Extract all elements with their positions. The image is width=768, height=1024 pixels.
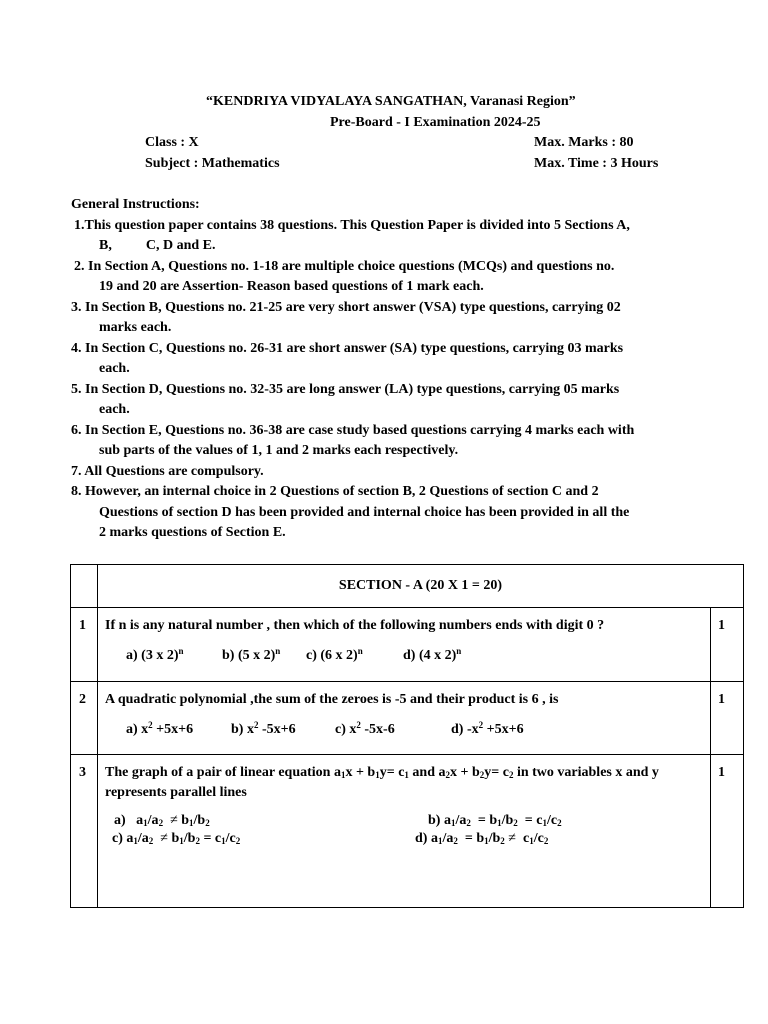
instruction-4-cont: each. (99, 361, 130, 376)
question-marks: 1 (711, 755, 744, 908)
question-number: 3 (71, 755, 98, 908)
option-a: a) $a_1/a_2 \ne b_1/b_2$ (114, 813, 210, 828)
max-marks: Max. Marks : 80 (534, 135, 634, 150)
instruction-3: 3. In Section B, Questions no. 21-25 are very short answer (VSA) type questions, carrying 02 (71, 299, 621, 315)
option-b: b) (5 x 2)$^n$ (222, 646, 281, 663)
instruction-5-cont: each. (99, 402, 130, 417)
question-row (71, 682, 744, 755)
school-title: “KENDRIYA VIDYALAYA SANGATHAN, Varanasi Region” (206, 94, 576, 109)
question-body (98, 682, 711, 755)
section-a-table (70, 564, 744, 908)
question-marks: 1 (711, 682, 744, 755)
question-text: The graph of a pair of linear equation $a_1x + b_1y= c_1$ and $a_2x + b_2y= c_2$ in two variables x and y (105, 765, 659, 780)
instruction-6-cont: sub parts of the values of 1, 1 and 2 marks each respectively. (99, 443, 459, 458)
instruction-2-cont: 19 and 20 are Assertion- Reason based questions of 1 mark each. (99, 279, 484, 294)
instruction-8-cont-2: 2 marks questions of Section E. (99, 525, 286, 540)
exam-title: Pre-Board - I Examination 2024-25 (330, 115, 541, 130)
question-options (105, 710, 704, 750)
option-a: a) $x^2 +5x+6$ (126, 720, 194, 737)
question-marks: 1 (711, 608, 744, 682)
subject-label: Subject : Mathematics (145, 156, 280, 171)
question-text: If n is any natural number , then which of the following numbers ends with digit 0 ? (105, 618, 605, 633)
instruction-5: 5. In Section D, Questions no. 32-35 are long answer (LA) type questions, carrying 05 marks (71, 381, 620, 397)
max-time: Max. Time : 3 Hours (534, 156, 659, 171)
question-options (105, 803, 704, 863)
class-label: Class : X (145, 135, 199, 150)
question-number: 2 (71, 682, 98, 755)
instruction-6: 6. In Section E, Questions no. 36-38 are case study based questions carrying 4 marks each with (71, 422, 635, 438)
instruction-3-cont: marks each. (99, 320, 172, 335)
option-d: d) $a_1/a_2 = b_1/b_2 \ne c_1/c_2$ (415, 831, 549, 846)
question-body (98, 755, 711, 908)
section-a-title: SECTION - A (20 X 1 = 20) (98, 565, 744, 608)
option-c: c) (6 x 2)$^n$ (306, 646, 363, 663)
instruction-8-cont: Questions of section D has been provided and internal choice has been provided in all the (99, 504, 630, 520)
option-b: b) $x^2$ -5x+6 (231, 720, 296, 737)
instruction-4: 4. In Section C, Questions no. 26-31 are short answer (SA) type questions, carrying 03 marks (71, 340, 624, 356)
option-b: b) $a_1/a_2 = b_1/b_2 = c_1/c_2$ (428, 813, 562, 828)
question-text-cont: represents parallel lines (105, 785, 247, 800)
instruction-8: 8. However, an internal choice in 2 Questions of section B, 2 Questions of section C and 2 (71, 484, 599, 499)
instructions-heading: General Instructions: (71, 197, 200, 212)
question-options (105, 636, 704, 676)
question-row (71, 755, 744, 908)
option-a: a) (3 x 2)$^n$ (126, 646, 184, 663)
instruction-7: 7. All Questions are compulsory. (71, 463, 264, 479)
option-c: c) $x^2$ -5x-6 (335, 720, 395, 737)
section-a-header-row (71, 565, 744, 608)
general-instructions (71, 195, 711, 544)
question-number: 1 (71, 608, 98, 682)
question-text: A quadratic polynomial ,the sum of the zeroes is -5 and their product is 6 , is (105, 692, 559, 707)
instruction-1: 1.This question paper contains 38 questions. This Question Paper is divided into 5 Sections A, (74, 217, 630, 233)
question-row (71, 608, 744, 682)
option-d: d) (4 x 2)$^n$ (403, 646, 462, 663)
option-d: d) $-x^2 +5x+6$ (451, 720, 524, 737)
instruction-1-cont: B, C, D and E. (99, 238, 216, 253)
question-body (98, 608, 711, 682)
instruction-2: 2. In Section A, Questions no. 1-18 are multiple choice questions (MCQs) and questions no. (74, 258, 615, 274)
option-c: c) $a_1/a_2 \ne b_1/b_2 = c_1/c_2$ (112, 831, 241, 846)
